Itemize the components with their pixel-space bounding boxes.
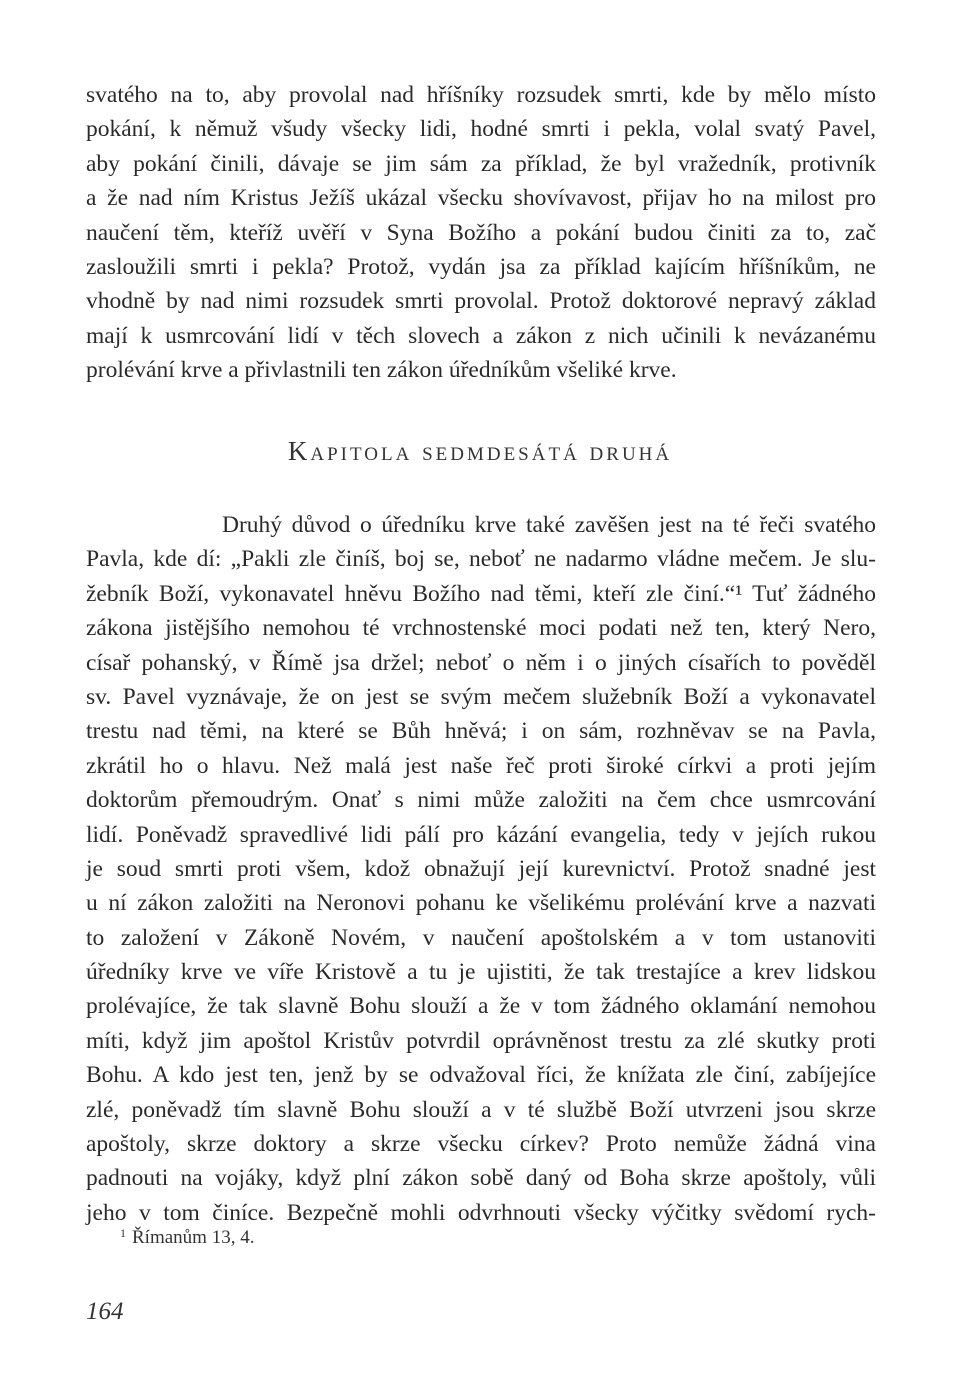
text-line: padnouti na vojáky, když plní zákon sobě daný od Boha skrze apoštoly, vůli: [86, 1165, 876, 1192]
text-line: jeho v tom činíce. Bezpečně mohli odvrhnouti všecky výčitky svědomí rych-: [86, 1199, 876, 1226]
text-line: Bohu. A kdo jest ten, jenž by se odvažoval říci, že knížata zle činí, zabíjejíce: [86, 1062, 876, 1089]
text-line: císař pohanský, v Římě jsa držel; neboť o něm i o jiných císařích to pověděl: [86, 649, 876, 676]
text-line: aby pokání činili, dávaje se jim sám za příklad, že byl vražedník, protivník: [86, 150, 876, 177]
footnote: [120, 1226, 254, 1249]
text-line: je soud smrti proti všem, kdož obnažují její kurevnictví. Protož snadné jest: [86, 855, 876, 882]
text-line: sv. Pavel vyznávaje, že on jest se svým mečem služebník Boží a vykonavatel: [86, 683, 876, 710]
text-line: to založení v Zákoně Novém, v naučení apoštolském a v tom ustanoviti: [86, 924, 876, 951]
text-line: doktorům přemoudrým. Onať s nimi může založiti na čem chce usmrcování: [86, 787, 876, 814]
text-line: zlé, poněvadž tím slavně Bohu slouží a v té službě Boží utvrzeni jsou skrze: [86, 1096, 876, 1123]
footnote-marker: 1: [120, 1226, 126, 1240]
text-line: a že nad ním Kristus Ježíš ukázal všecku shovívavost, přijav ho na milost pro: [86, 185, 876, 212]
paragraph-continuation: [86, 78, 876, 388]
text-line: Pavla, kde dí: „Pakli zle činíš, boj se, neboť ne nadarmo vládne mečem. Je slu-: [86, 546, 876, 573]
chapter-paragraph: [86, 508, 876, 1230]
text-line: zákona jistějšího nemohou té vrchnostenské moci podati než ten, který Nero,: [86, 615, 876, 642]
chapter-heading: Kapitola sedmdesátá druhá: [287, 436, 673, 466]
text-line: lidí. Poněvadž spravedlivé lidi pálí pro kázání evangelia, tedy v jejích rukou: [86, 821, 876, 848]
text-line: zkrátil ho o hlavu. Než malá jest naše řeč proti široké církvi a proti jejím: [86, 752, 876, 779]
text-line: naučení těm, kteříž uvěří v Syna Božího a pokání budou činiti za to, zač: [86, 219, 876, 246]
text-line: úředníky krve ve víře Kristově a tu je ujistiti, že tak trestajíce a krev lidskou: [86, 959, 876, 986]
text-line: zasloužili smrti i pekla? Protož, vydán jsa za příklad kajícím hříšníkům, ne: [86, 253, 876, 280]
text-line: mají k usmrcování lidí v těch slovech a zákon z nich učinili k nevázanému: [86, 322, 876, 349]
text-line: Druhý důvod o úředníku krve také zavěšen jest na té řeči svatého: [222, 512, 876, 538]
text-line: vhodně by nad nimi rozsudek smrti provolal. Protož doktorové nepravý základ: [86, 288, 876, 315]
text-line: pokání, k němuž všudy všecky lidi, hodné smrti i pekla, volal svatý Pavel,: [86, 116, 876, 143]
page-number: 164: [86, 1298, 124, 1325]
text-line: apoštoly, skrze doktory a skrze všecku církev? Proto nemůže žádná vina: [86, 1131, 876, 1158]
text-line: prolévajíce, že tak slavně Bohu slouží a že v tom žádného oklamání nemohou: [86, 993, 876, 1020]
text-line: u ní zákon založiti na Neronovi pohanu ke všelikému prolévání krve a nazvati: [86, 890, 876, 917]
footnote-text: Římanům 13, 4.: [132, 1227, 255, 1248]
text-line: prolévání krve a přivlastnili ten zákon úředníkům všeliké krve.: [86, 357, 677, 384]
text-line: míti, když jim apoštol Kristův potvrdil oprávněnost trestu za zlé skutky proti: [86, 1027, 876, 1054]
text-line: žebník Boží, vykonavatel hněvu Božího nad těmi, kteří zle činí.“¹ Tuť žádného: [86, 580, 876, 607]
text-line: svatého na to, aby provolal nad hříšníky rozsudek smrti, kde by mělo místo: [86, 82, 876, 108]
text-line: trestu nad těmi, na které se Bůh hněvá; i on sám, rozhněvav se na Pavla,: [86, 718, 876, 745]
